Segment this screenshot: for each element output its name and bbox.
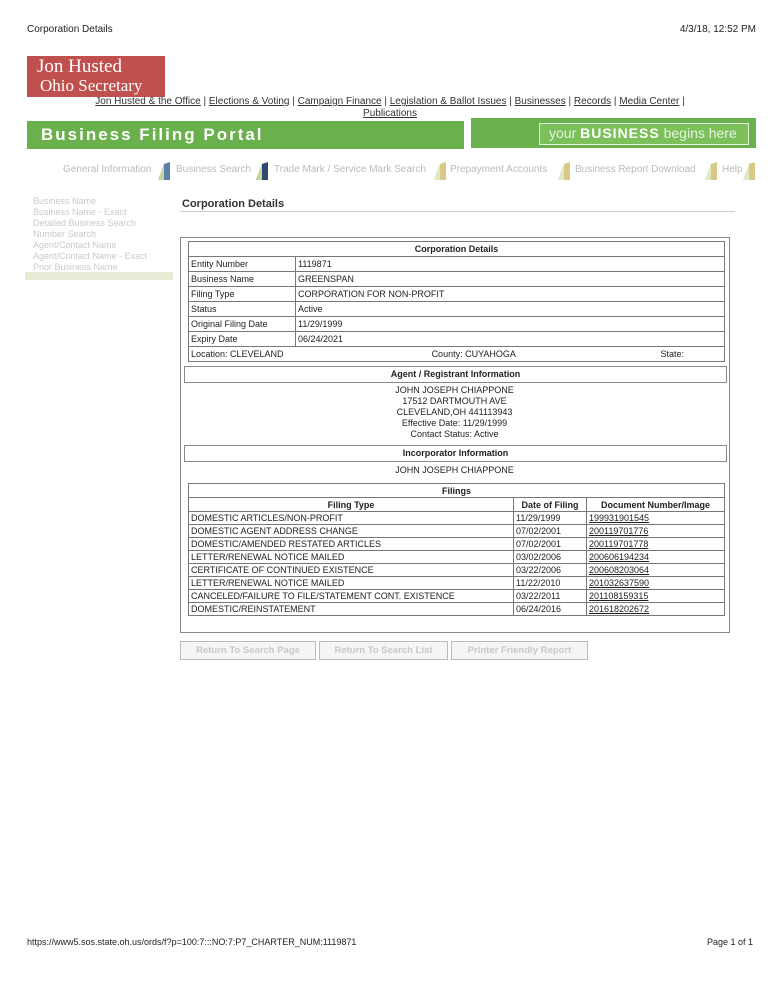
return-to-search-list-button[interactable]: Return To Search List [319,641,448,660]
incorporator-name: JOHN JOSEPH CHIAPPONE [395,465,514,475]
corp-label: Status [189,302,296,317]
page-title: Corporation Details [182,198,285,210]
filing-type: CERTIFICATE OF CONTINUED EXISTENCE [189,564,514,577]
agent-effective-date: Effective Date: 11/29/1999 [401,418,508,428]
filings-heading: Filings [189,484,725,498]
corp-value-filing-type: CORPORATION FOR NON-PROFIT [296,287,725,302]
corporation-details-table [188,241,725,362]
print-footer-page: Page 1 of 1 [706,937,753,947]
document-link[interactable]: 201032637590 [589,578,650,588]
nav-office[interactable]: Jon Husted & the Office [95,96,201,107]
portal-banner [27,121,464,149]
corp-label: Expiry Date [189,332,296,347]
nav-campaign-finance[interactable]: Campaign Finance [297,96,382,107]
tab-business-report-download[interactable]: Business Report Download [575,164,696,175]
filing-type: LETTER/RENEWAL NOTICE MAILED [189,551,514,564]
table-row [189,512,725,525]
corp-label: Entity Number [189,257,296,272]
corp-value-business-name: GREENSPAN [296,272,725,287]
filing-type: CANCELED/FAILURE TO FILE/STATEMENT CONT. EXISTENCE [189,590,514,603]
corp-heading: Corporation Details [189,242,725,257]
document-link[interactable]: 200119701778 [589,539,649,549]
print-header-title: Corporation Details [27,24,113,35]
tagline: your BUSINESS begins here [549,125,737,141]
print-header-timestamp: 4/3/18, 12:52 PM [679,24,756,35]
agent-city: CLEVELAND,OH 441113943 [396,407,513,417]
sidebar [33,196,147,273]
table-row [189,525,725,538]
corp-label: Filing Type [189,287,296,302]
tab-divider-icon [743,162,755,180]
title-divider [180,211,735,212]
document-link[interactable]: 200119701776 [589,526,649,536]
tab-divider-icon [558,162,570,180]
logo-line-1: Jon Husted [37,56,122,77]
table-row [189,564,725,577]
tagline-banner [471,118,756,148]
location-row [189,347,725,362]
filing-date: 03/22/2006 [514,564,587,577]
corp-value-status: Active [296,302,725,317]
filing-date: 03/02/2006 [514,551,587,564]
return-to-search-page-button[interactable]: Return To Search Page [180,641,316,660]
nav-businesses[interactable]: Businesses [514,96,566,107]
filing-date: 11/29/1999 [514,512,587,525]
sidebar-divider [25,272,173,280]
corp-value-entity-number: 1119871 [296,257,725,272]
sidebar-item-number-search[interactable]: Number Search [33,229,97,239]
portal-title: Business Filing Portal [41,125,264,144]
table-row [189,590,725,603]
filing-type: DOMESTIC/AMENDED RESTATED ARTICLES [189,538,514,551]
corp-value-expiry-date: 06/24/2021 [296,332,725,347]
filings-col-type: Filing Type [189,498,514,512]
document-link[interactable]: 199931901545 [589,513,650,523]
table-row [189,551,725,564]
tab-divider-icon [434,162,446,180]
nav-publications[interactable]: Publications [363,108,417,119]
logo-line-2: Ohio Secretary [40,76,143,95]
tab-bar [50,164,760,180]
print-footer-url: https://www5.sos.state.oh.us/ords/f?p=100:7:::NO:7:P7_CHARTER_NUM:1119871 [27,937,357,947]
nav-legislation[interactable]: Legislation & Ballot Issues [389,96,507,107]
incorporator-heading: Incorporator Information [184,445,727,462]
nav-records[interactable]: Records [573,96,612,107]
filings-col-document: Document Number/Image [587,498,725,512]
filing-type: DOMESTIC/REINSTATEMENT [189,603,514,616]
agent-info [184,383,725,445]
sidebar-item-agent-name-exact[interactable]: Agent/Contact Name - Exact [33,251,148,261]
tab-divider-icon [256,162,268,180]
state: State: [660,349,684,359]
sidebar-item-prior-business-name[interactable]: Prior Business Name [33,262,118,272]
agent-street: 17512 DARTMOUTH AVE [402,396,507,406]
filing-date: 03/22/2011 [514,590,587,603]
agent-name: JOHN JOSEPH CHIAPPONE [395,385,514,395]
table-row [189,538,725,551]
corp-label: Original Filing Date [189,317,296,332]
nav-media-center[interactable]: Media Center [619,96,680,107]
tab-divider-icon [705,162,717,180]
location: Location: CLEVELAND [191,349,284,359]
document-link[interactable]: 200606194234 [589,552,650,562]
table-row [189,603,725,616]
filing-date: 06/24/2016 [514,603,587,616]
sidebar-item-business-name-exact[interactable]: Business Name - Exact [33,207,127,217]
document-link[interactable]: 201618202672 [589,604,650,614]
filing-type: DOMESTIC AGENT ADDRESS CHANGE [189,525,514,538]
corp-value-original-filing-date: 11/29/1999 [296,317,725,332]
agent-heading: Agent / Registrant Information [184,366,727,383]
sidebar-item-agent-name[interactable]: Agent/Contact Name [33,240,117,250]
sidebar-item-detailed-search[interactable]: Detailed Business Search [33,218,137,228]
filing-type: LETTER/RENEWAL NOTICE MAILED [189,577,514,590]
filing-date: 11/22/2010 [514,577,587,590]
document-link[interactable]: 201108159315 [589,591,649,601]
top-nav: Jon Husted & the Office | Elections & Voting | Campaign Finance | Legislation & Ballot Issues | Businesses | Records | Media Center | Publications [95,96,685,119]
tab-business-search[interactable]: Business Search [176,164,252,175]
corp-label: Business Name [189,272,296,287]
sidebar-item-business-name[interactable]: Business Name [33,196,97,206]
tab-trademark-search[interactable]: Trade Mark / Service Mark Search [274,164,426,175]
nav-elections[interactable]: Elections & Voting [208,96,290,107]
tab-general-information[interactable]: General Information [63,164,152,175]
table-row [189,577,725,590]
printer-friendly-report-button[interactable]: Printer Friendly Report [451,641,588,660]
filing-date: 07/02/2001 [514,538,587,551]
filing-type: DOMESTIC ARTICLES/NON-PROFIT [189,512,514,525]
document-link[interactable]: 200608203064 [589,565,650,575]
filings-table [188,483,725,616]
secretary-logo[interactable] [27,56,165,97]
filing-date: 07/02/2001 [514,525,587,538]
tab-divider-icon [158,162,170,180]
filings-col-date: Date of Filing [514,498,587,512]
agent-contact-status: Contact Status: Active [410,429,499,439]
tab-prepayment-accounts[interactable]: Prepayment Accounts [450,164,548,175]
county: County: CUYAHOGA [431,349,516,359]
tab-help[interactable]: Help [722,164,743,175]
